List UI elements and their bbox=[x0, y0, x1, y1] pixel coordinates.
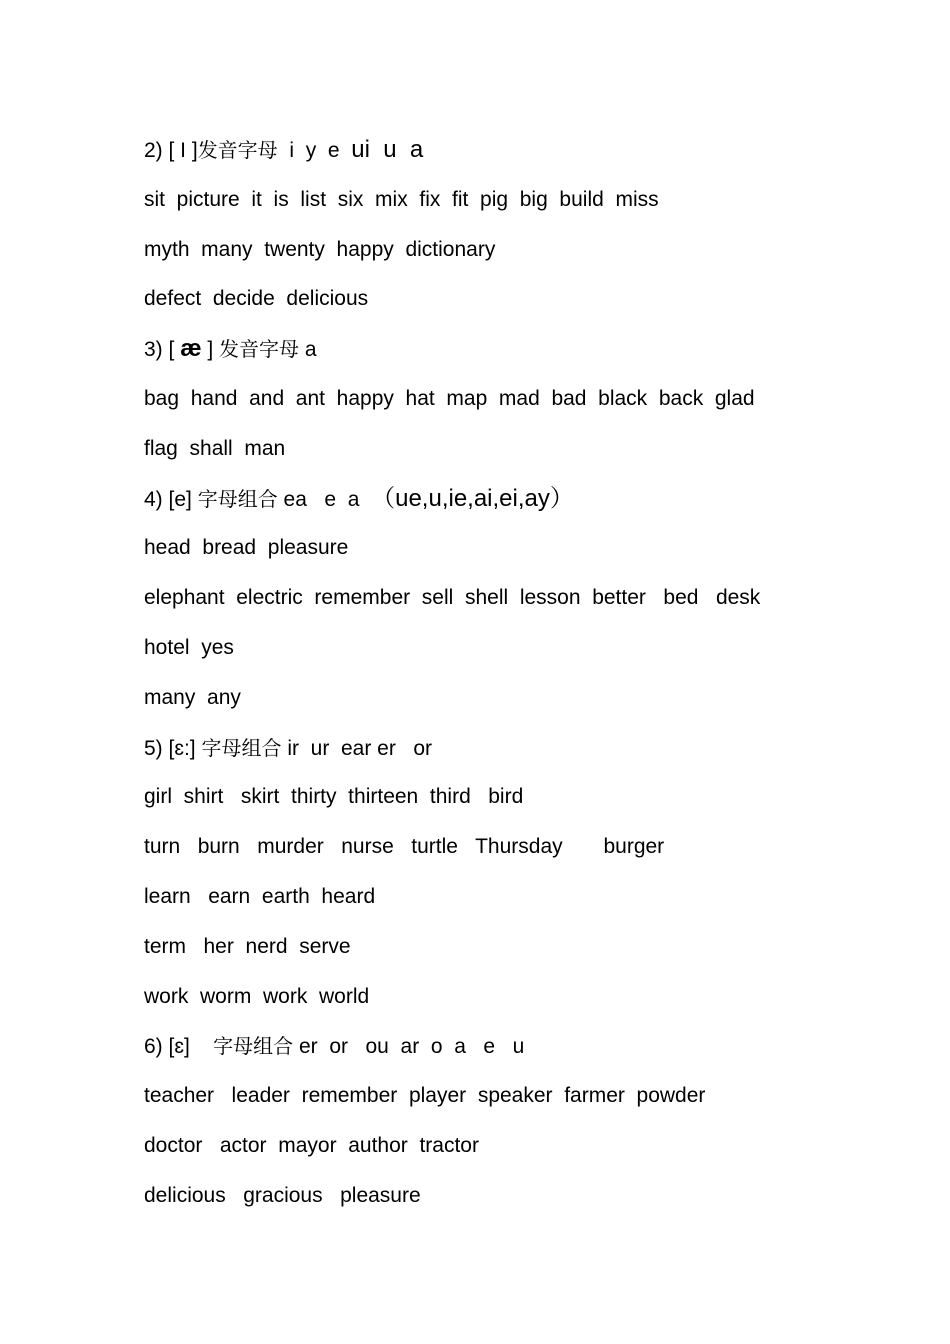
heading-part: ea e a bbox=[277, 488, 372, 511]
heading-part: 2) [ I ] bbox=[144, 139, 198, 162]
section-heading bbox=[144, 486, 574, 513]
word-list-line: elephant electric remember sell shell lesson better bed desk bbox=[144, 586, 761, 609]
word-list-line: sit picture it is list six mix fix fit pig big build miss bbox=[144, 188, 659, 211]
heading-part: 字母组合 bbox=[201, 736, 282, 760]
heading-part: 5) [ɛ:] bbox=[144, 737, 202, 760]
word-list-line: many any bbox=[144, 686, 241, 709]
heading-part: 发音字母 bbox=[219, 337, 300, 361]
word-list-line: hotel yes bbox=[144, 636, 234, 659]
word-list-line: term her nerd serve bbox=[144, 935, 351, 958]
heading-part: a bbox=[299, 338, 317, 361]
word-list-line: learn earn earth heard bbox=[144, 885, 376, 908]
heading-part: 3) [ bbox=[144, 338, 181, 361]
word-list-line: girl shirt skirt thirty thirteen third bird bbox=[144, 785, 524, 808]
heading-part: 字母组合 bbox=[213, 1034, 294, 1058]
word-list-line: bag hand and ant happy hat map mad bad black back glad bbox=[144, 387, 755, 410]
section-heading bbox=[144, 1033, 524, 1060]
word-list-line: doctor actor mayor author tractor bbox=[144, 1134, 479, 1157]
heading-part: （ue,u,ie,ai,ei,ay） bbox=[371, 485, 574, 512]
section-heading bbox=[144, 735, 432, 762]
word-list-line: delicious gracious pleasure bbox=[144, 1184, 421, 1207]
word-list-line: defect decide delicious bbox=[144, 287, 369, 310]
heading-part: ir ur ear er or bbox=[281, 737, 433, 760]
heading-part: 6) [ɛ] bbox=[144, 1035, 214, 1058]
word-list-line: head bread pleasure bbox=[144, 536, 349, 559]
heading-part: 4) [e] bbox=[144, 488, 198, 511]
heading-part: er or ou ar o a e u bbox=[293, 1035, 525, 1058]
heading-part: æ bbox=[180, 335, 202, 362]
word-list-line: flag shall man bbox=[144, 437, 286, 460]
word-list-line: work worm work world bbox=[144, 985, 370, 1008]
word-list-line: myth many twenty happy dictionary bbox=[144, 238, 496, 261]
section-heading bbox=[144, 336, 317, 363]
word-list-line: teacher leader remember player speaker farmer powder bbox=[144, 1084, 706, 1107]
section-heading bbox=[144, 137, 423, 164]
heading-part: 发音字母 bbox=[197, 138, 278, 162]
heading-part: 字母组合 bbox=[197, 487, 278, 511]
heading-part: ui u a bbox=[351, 136, 424, 163]
heading-part: i y e bbox=[277, 139, 352, 162]
heading-part: ] bbox=[201, 338, 220, 361]
word-list-line: turn burn murder nurse turtle Thursday burger bbox=[144, 835, 665, 858]
